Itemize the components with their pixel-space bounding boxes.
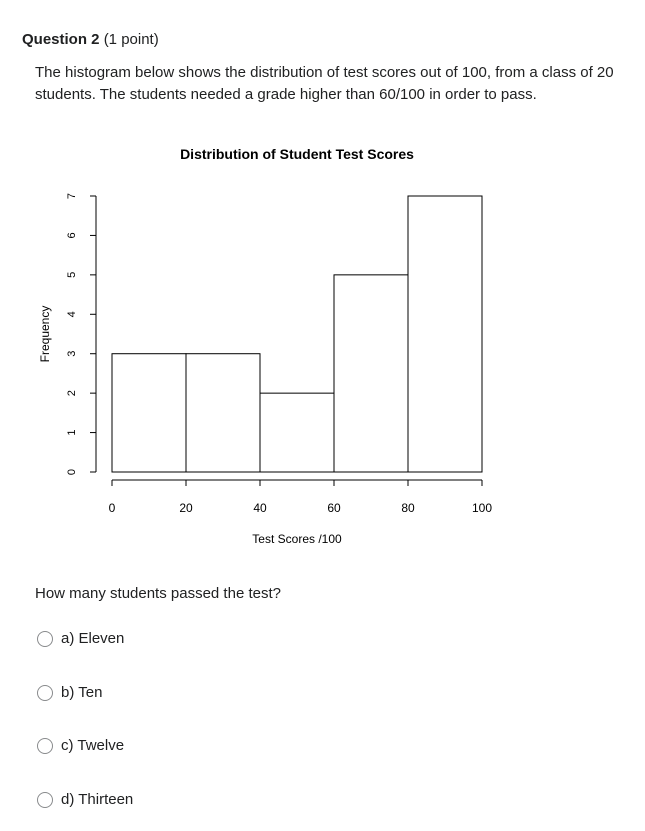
histogram-bar-3	[334, 275, 408, 472]
histogram-bar-2	[260, 393, 334, 472]
question-header	[22, 31, 159, 48]
histogram-bar-0	[112, 354, 186, 472]
option-b-label: b) Ten	[61, 684, 103, 701]
histogram-chart	[0, 130, 645, 565]
question-title: Question 2	[22, 31, 100, 48]
histogram-svg	[0, 130, 645, 560]
radio-b[interactable]	[37, 685, 53, 701]
x-tick-label-100: 100	[471, 501, 493, 515]
y-tick-label-7: 7	[65, 192, 78, 200]
x-tick-label-80: 80	[401, 501, 415, 515]
y-tick-label-1: 1	[65, 429, 78, 436]
question-points: (1 point)	[103, 31, 159, 48]
option-b[interactable]	[37, 684, 102, 701]
radio-c[interactable]	[37, 738, 53, 754]
option-d[interactable]	[37, 791, 133, 808]
y-tick-label-4: 4	[65, 311, 78, 318]
y-axis-label: Frequency	[38, 305, 53, 363]
x-axis-label: Test Scores /100	[252, 532, 342, 546]
option-a-label: a) Eleven	[61, 630, 125, 647]
x-tick-label-60: 60	[327, 501, 341, 515]
question-ask: How many students passed the test?	[35, 585, 281, 602]
radio-d[interactable]	[37, 792, 53, 808]
x-tick-label-0: 0	[108, 501, 116, 515]
question-prompt: The histogram below shows the distribution of test scores out of 100, from a class of 20 students. The students needed a grade higher than 60/100 in order to pass.	[35, 64, 614, 103]
y-tick-label-3: 3	[65, 350, 78, 357]
y-tick-label-0: 0	[65, 468, 78, 476]
histogram-bar-1	[186, 354, 260, 472]
option-c-label: c) Twelve	[61, 737, 125, 754]
x-tick-label-20: 20	[179, 501, 193, 515]
option-a[interactable]	[37, 630, 124, 647]
x-tick-label-40: 40	[253, 501, 267, 515]
option-d-label: d) Thirteen	[61, 791, 134, 808]
radio-a[interactable]	[37, 631, 53, 647]
option-c[interactable]	[37, 737, 124, 754]
y-tick-label-6: 6	[65, 232, 78, 239]
y-tick-label-5: 5	[65, 271, 78, 278]
y-tick-label-2: 2	[65, 390, 78, 397]
histogram-bar-4	[408, 196, 482, 472]
chart-title: Distribution of Student Test Scores	[180, 146, 414, 162]
